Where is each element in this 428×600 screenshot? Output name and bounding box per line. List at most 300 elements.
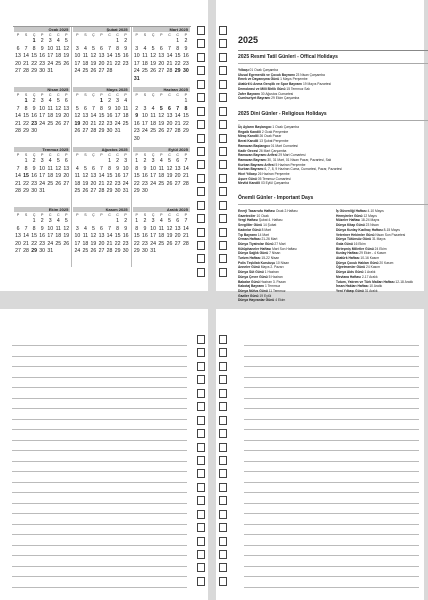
day-cell: 25 — [158, 180, 165, 187]
holiday-name: İnsan Hakları Haftası — [336, 284, 369, 289]
binding-hole — [219, 187, 227, 196]
binding-hole-pair — [197, 335, 227, 344]
day-cell: 20 — [174, 173, 181, 180]
day-cell: 7 — [176, 105, 180, 112]
holiday-name: Dünya Nüfus Günü — [238, 288, 268, 293]
binding-hole — [219, 174, 227, 183]
notes-page-left — [0, 309, 208, 600]
weekday-label: C — [168, 153, 171, 157]
ruled-line — [12, 398, 187, 399]
weekday-label: S — [84, 33, 87, 37]
day-cell: 28 — [106, 68, 113, 75]
day-cell: 1 — [100, 98, 103, 104]
day-cell: 22 — [106, 180, 113, 187]
day-cell: 14 — [98, 173, 105, 180]
holiday-name: Kütüphaneler Haftası — [238, 246, 272, 251]
weekday-label: S — [143, 153, 147, 157]
day-cell: 6 — [100, 225, 103, 232]
day-cell — [73, 218, 81, 226]
day-cell: 29 — [31, 248, 37, 255]
month-days-grid — [133, 93, 190, 144]
weekday-label: S — [24, 153, 28, 157]
binding-hole — [219, 563, 227, 572]
binding-hole — [219, 335, 227, 344]
binding-hole — [219, 241, 227, 250]
day-cell: 27 — [174, 240, 181, 247]
day-cell: 13 — [174, 165, 181, 172]
day-cell: 26 — [166, 180, 173, 187]
weekday-label: P — [184, 33, 188, 37]
holiday-date: 14 Şubat — [262, 223, 277, 228]
day-cell: 21 — [166, 60, 173, 67]
day-cell: 2 — [124, 218, 128, 224]
calendar-page — [0, 0, 208, 291]
day-cell — [157, 98, 165, 106]
day-cell: 30 — [142, 248, 148, 255]
binding-hole — [219, 228, 227, 237]
day-cell: 28 — [182, 180, 189, 187]
day-cell: 9 — [116, 165, 120, 172]
day-cell: 8 — [32, 45, 36, 52]
day-cell: 28 — [90, 128, 97, 135]
day-cell: 10 — [150, 225, 157, 232]
day-cell: 29 — [31, 68, 37, 75]
ruled-line — [12, 356, 187, 357]
day-cell: 23 — [31, 120, 37, 127]
holiday-name: Ramazan Bayramı Arifesi — [238, 153, 278, 158]
day-cell: 12 — [74, 113, 81, 120]
holiday-date: 31 Aralık — [363, 288, 378, 293]
binding-hole-pair — [197, 375, 227, 384]
weekday-label: P — [135, 33, 138, 37]
day-cell: 10 — [133, 53, 140, 60]
weekday-label: P — [184, 93, 188, 97]
holiday-name: Aşure Günü — [238, 176, 257, 181]
day-cell: 9 — [184, 45, 188, 52]
binding-hole-pair — [197, 134, 227, 143]
ruled-line — [12, 566, 187, 567]
day-cell: 17 — [114, 113, 121, 120]
day-cell: 28 — [98, 188, 105, 195]
day-cell: 12 — [55, 165, 62, 172]
month-name: Haziran 2025 — [133, 87, 190, 92]
holiday-date: 1 Ocak Çarşamba — [271, 125, 299, 129]
day-cell: 5 — [83, 165, 87, 172]
ruled-line — [244, 356, 419, 357]
day-cell: 13 — [82, 113, 89, 120]
holiday-date: 8-15 Mayıs — [382, 227, 400, 232]
day-cell: 17 — [122, 173, 129, 180]
binding-hole-pair — [197, 537, 227, 546]
binding-hole — [197, 443, 205, 452]
day-cell: 24 — [74, 68, 81, 75]
binding-hole-pair — [197, 147, 227, 156]
holiday-date: 4 Ekim — [274, 298, 286, 303]
day-cell: 14 — [106, 53, 113, 60]
day-cell: 11 — [150, 113, 156, 120]
day-cell: 17 — [133, 60, 140, 67]
weekday-label: C — [56, 33, 60, 37]
binding-hole — [197, 228, 205, 237]
day-cell: 24 — [150, 180, 157, 187]
ruled-line — [244, 576, 419, 577]
day-cell: 22 — [182, 120, 189, 127]
ruled-line — [12, 387, 187, 388]
day-cell: 10 — [39, 165, 46, 172]
holiday-date: 12-18 Aralık — [394, 279, 414, 284]
holiday-name: Dünya Tiyatrolar Günü — [238, 241, 274, 246]
day-cell: 6 — [83, 105, 87, 112]
ruled-lines — [244, 345, 419, 597]
day-cell: 10 — [122, 165, 129, 172]
binding-hole-pair — [197, 107, 227, 116]
binding-hole-pair — [197, 66, 227, 75]
holiday-date: 01 Mart Cumartesi — [269, 143, 298, 148]
day-cell: 19 — [63, 233, 70, 240]
holiday-name: Demokrasi ve Milli Birlik Günü — [238, 86, 286, 91]
holiday-date: 10 Nisan — [275, 260, 290, 265]
holiday-date: 8 Mart — [260, 227, 271, 232]
day-cell: 27 — [90, 188, 97, 195]
ruled-line — [244, 461, 419, 462]
day-cell: 16 — [39, 53, 46, 60]
day-cell: 9 — [124, 45, 128, 52]
day-cell: 12 — [82, 173, 89, 180]
day-cell: 24 — [142, 128, 148, 135]
month-block — [13, 207, 72, 267]
day-cell — [73, 38, 81, 46]
holiday-date: 1 Temmuz — [264, 284, 281, 289]
binding-hole-pair — [197, 523, 227, 532]
day-cell: 27 — [166, 128, 173, 135]
day-cell: 18 — [122, 113, 129, 120]
day-cell: 3 — [48, 218, 52, 224]
weekday-label: P — [160, 33, 163, 37]
month-block — [72, 27, 131, 87]
day-cell: 25 — [74, 188, 81, 195]
day-cell: 16 — [31, 113, 37, 120]
day-cell: 17 — [39, 173, 46, 180]
day-cell: 4 — [83, 225, 87, 232]
day-cell: 21 — [15, 120, 21, 127]
weekday-label: P — [160, 153, 163, 157]
holiday-date: 23 Nisan Çarşamba — [294, 72, 325, 77]
day-cell: 29 — [182, 128, 189, 135]
day-cell: 14 — [15, 113, 21, 120]
binding-hole — [219, 402, 227, 411]
day-cell: 14 — [15, 173, 21, 180]
holiday-item — [238, 298, 330, 303]
day-cell: 18 — [158, 233, 165, 240]
binding-hole — [197, 483, 205, 492]
ruled-line — [244, 545, 419, 546]
spiral-binding — [197, 0, 227, 291]
binding-hole — [197, 416, 205, 425]
holiday-date: 5 Haziran — [267, 274, 283, 279]
important-days-left-list — [238, 209, 330, 303]
year-title: 2025 — [238, 35, 259, 45]
day-cell: 16 — [133, 120, 140, 127]
holiday-name: Dünya Kitap Günü — [336, 223, 365, 228]
day-cell — [165, 98, 173, 106]
ruled-line — [244, 377, 419, 378]
day-cell: 31 — [114, 128, 121, 135]
holiday-date: 30, 31 Mart, 01 Nisan Pazar, Pazartesi, Salı — [266, 157, 332, 162]
day-cell: 15 — [23, 113, 29, 120]
day-cell: 2 — [108, 98, 111, 104]
day-cell: 7 — [184, 218, 188, 224]
religious-holidays-list — [238, 125, 428, 186]
weekday-label: C — [108, 153, 111, 157]
day-cell: 11 — [55, 225, 61, 232]
day-cell: 8 — [100, 105, 103, 112]
day-cell: 5 — [75, 105, 79, 112]
month-block — [72, 207, 131, 267]
day-cell: 21 — [15, 180, 21, 187]
day-cell: 19 — [63, 53, 70, 60]
weekday-label: C — [48, 93, 52, 97]
holiday-date: 24 Kasım — [365, 265, 380, 270]
day-cell: 3 — [135, 45, 139, 52]
binding-hole — [219, 53, 227, 62]
binding-hole — [219, 496, 227, 505]
day-cell: 29 — [114, 248, 121, 255]
day-cell: 26 — [74, 128, 81, 135]
day-cell: 9 — [32, 165, 36, 172]
day-cell: 10 — [74, 53, 81, 60]
day-cell: 6 — [64, 158, 68, 164]
day-cell: 22 — [174, 60, 181, 67]
day-cell: 23 — [182, 60, 189, 67]
day-cell: 11 — [55, 45, 61, 52]
binding-hole-pair — [197, 53, 227, 62]
holiday-name: Tıp Bayramı — [238, 232, 257, 237]
weekday-label: P — [16, 153, 20, 157]
day-cell: 1 — [116, 218, 120, 224]
day-cell: 21 — [174, 120, 181, 127]
day-cell: 7 — [92, 105, 95, 112]
binding-hole-pair — [197, 254, 227, 263]
day-cell: 9 — [124, 225, 128, 232]
day-cell: 30 — [106, 128, 113, 135]
holiday-name: Anneler Günü — [238, 265, 260, 270]
day-cell — [97, 38, 105, 46]
day-cell: 30 — [31, 188, 37, 195]
day-cell — [89, 38, 97, 46]
day-cell: 25 — [47, 120, 54, 127]
day-cell — [14, 218, 22, 226]
day-cell — [81, 98, 89, 106]
day-cell — [106, 38, 114, 46]
month-days-grid — [73, 213, 129, 256]
day-cell: 3 — [75, 45, 79, 52]
binding-hole — [197, 107, 205, 116]
day-cell: 15 — [133, 173, 140, 180]
day-cell: 21 — [98, 180, 105, 187]
binding-hole-pair — [197, 268, 227, 277]
ruled-line — [244, 555, 419, 556]
weekday-label: Ç — [32, 213, 36, 217]
day-cell: 11 — [82, 53, 89, 60]
holiday-date: 10 Ocak — [255, 213, 269, 218]
ruled-line — [12, 440, 187, 441]
month-name: Ocak 2025 — [14, 27, 70, 32]
day-cell: 20 — [166, 120, 173, 127]
weekday-label: C — [116, 93, 119, 97]
ruled-line — [12, 450, 187, 451]
day-cell: 28 — [174, 128, 181, 135]
day-cell: 25 — [122, 120, 129, 127]
day-cell — [141, 98, 149, 106]
day-cell: 7 — [16, 165, 20, 172]
binding-hole — [219, 147, 227, 156]
day-cell: 10 — [47, 45, 54, 52]
day-cell: 8 — [116, 225, 120, 232]
weekday-label: P — [184, 153, 188, 157]
day-cell: 5 — [168, 218, 171, 224]
day-cell: 21 — [182, 173, 189, 180]
holiday-name: Yılbaşı — [238, 68, 249, 72]
day-cell — [14, 38, 22, 46]
day-cell: 1 — [176, 38, 180, 44]
holiday-name: Dünya Tütünsüz Günü — [336, 237, 372, 242]
spiral-binding — [197, 309, 227, 600]
day-cell: 23 — [39, 60, 46, 67]
day-cell: 4 — [48, 98, 52, 104]
holiday-date: 10-16 Kasım — [359, 256, 380, 261]
holiday-date: Nisan Son Pazartesi — [374, 232, 406, 237]
holiday-date: 14 Mart — [256, 232, 269, 237]
month-name: Temmuz 2025 — [14, 147, 70, 152]
day-cell: 26 — [90, 68, 97, 75]
day-cell: 19 — [74, 120, 81, 127]
day-cell: 28 — [166, 68, 173, 75]
weekday-label: C — [168, 33, 171, 37]
binding-hole — [219, 80, 227, 89]
weekday-label: P — [65, 213, 68, 217]
holiday-date: 23 Nisan — [364, 223, 379, 228]
day-cell: 22 — [133, 240, 140, 247]
weekday-label: P — [124, 213, 127, 217]
weekday-label: P — [65, 153, 68, 157]
day-cell: 23 — [142, 240, 148, 247]
day-cell: 9 — [143, 165, 147, 172]
day-cell: 12 — [63, 45, 70, 52]
weekday-label: S — [24, 33, 28, 37]
day-cell: 31 — [133, 75, 140, 82]
weekday-label: S — [24, 213, 28, 217]
month-block — [132, 27, 191, 87]
day-cell: 2 — [135, 105, 139, 112]
binding-hole — [197, 93, 205, 102]
holiday-date: 05 Temmuz Cumartesi — [256, 176, 291, 181]
binding-hole — [219, 93, 227, 102]
month-name: Mayıs 2025 — [73, 87, 129, 92]
ruled-line — [244, 419, 419, 420]
month-name: Kasım 2025 — [73, 207, 129, 212]
day-cell — [22, 38, 30, 46]
day-cell: 3 — [151, 158, 155, 164]
day-cell: 15 — [106, 173, 113, 180]
weekday-label: P — [135, 93, 138, 97]
weekday-label: Ç — [151, 213, 155, 217]
month-days-grid — [14, 93, 70, 136]
binding-hole — [219, 254, 227, 263]
ruled-line — [12, 419, 187, 420]
holiday-name: Miraç Kandili — [238, 134, 259, 139]
holiday-date: 1 Mayıs Perşembe — [279, 77, 308, 82]
day-cell: 21 — [182, 233, 189, 240]
day-cell: 1 — [32, 218, 36, 224]
day-cell: 12 — [90, 233, 97, 240]
binding-hole — [219, 375, 227, 384]
day-cell: 27 — [174, 180, 181, 187]
binding-hole — [197, 456, 205, 465]
weekday-label: C — [48, 153, 52, 157]
binding-hole — [197, 174, 205, 183]
day-cell: 27 — [63, 180, 70, 187]
day-cell — [133, 98, 141, 106]
holiday-item — [238, 181, 428, 186]
day-cell: 15 — [31, 233, 37, 240]
day-cell: 26 — [55, 120, 62, 127]
day-cell: 2 — [143, 158, 147, 164]
day-cell: 20 — [15, 240, 21, 247]
day-cell: 25 — [82, 248, 89, 255]
holiday-name: Regaib Kandili — [238, 129, 261, 134]
binding-hole — [219, 577, 227, 586]
day-cell: 3 — [116, 98, 120, 104]
day-cell: 16 — [106, 113, 113, 120]
ruled-line — [244, 534, 419, 535]
month-block — [132, 87, 191, 147]
weekday-label: C — [176, 153, 179, 157]
binding-hole — [219, 26, 227, 35]
day-cell — [22, 218, 30, 226]
day-cell: 7 — [168, 45, 171, 52]
day-cell: 7 — [24, 225, 28, 232]
day-cell — [133, 38, 141, 46]
ruled-line — [244, 450, 419, 451]
day-cell: 4 — [56, 218, 60, 224]
binding-hole-pair — [197, 402, 227, 411]
binding-hole — [197, 537, 205, 546]
day-cell: 21 — [23, 240, 29, 247]
day-cell: 1 — [116, 38, 120, 44]
weekday-label: P — [160, 93, 163, 97]
day-cell: 4 — [159, 218, 163, 224]
day-cell: 2 — [32, 158, 36, 164]
ruled-line — [12, 471, 187, 472]
binding-hole — [219, 201, 227, 210]
month-days-grid — [133, 213, 190, 256]
day-cell: 16 — [142, 173, 148, 180]
day-cell: 30 — [114, 188, 121, 195]
binding-hole — [197, 254, 205, 263]
day-cell: 20 — [90, 180, 97, 187]
day-cell: 22 — [114, 240, 121, 247]
holiday-name: Kurban Bayramı — [238, 167, 264, 172]
day-cell: 23 — [114, 180, 121, 187]
month-name: Nisan 2025 — [14, 87, 70, 92]
day-cell: 14 — [166, 53, 173, 60]
day-cell — [97, 158, 105, 166]
ruled-line — [12, 555, 187, 556]
month-block — [132, 147, 191, 207]
day-cell: 31 — [150, 248, 157, 255]
weekday-label: P — [76, 93, 79, 97]
day-cell: 18 — [55, 53, 62, 60]
